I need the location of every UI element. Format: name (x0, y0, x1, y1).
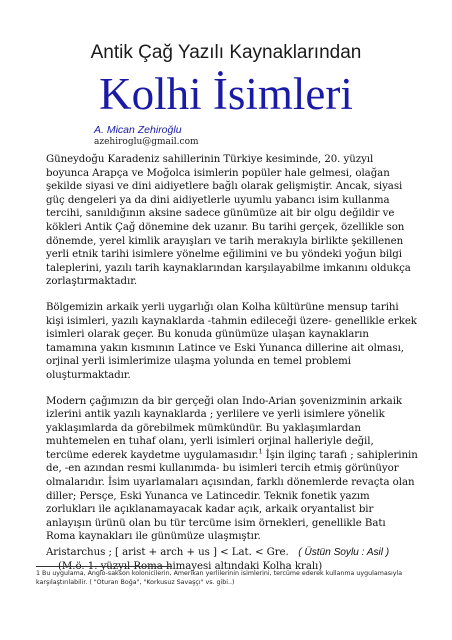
author-email: azehiroglu@gmail.com (94, 137, 199, 147)
document-title: Kolhi İsimleri (99, 69, 353, 119)
document-subtitle: Antik Çağ Yazılı Kaynaklarından (90, 42, 362, 63)
etymology-formula: Aristarchus ; [ arist + arch + us ] < Lat. < Gre. (46, 547, 289, 559)
article-body (46, 153, 418, 573)
author-name: A. Mican Zehiroğlu (94, 124, 182, 136)
paragraph-2: Bölgemizin arkaik yerli uygarlığı olan Kolha kültürüne mensup tarihi kişi isimleri, yazılı kaynaklarda -tahmin edileceği üzere- genellikle erkek isimleri olarak geçer. Bu konuda günümüze ulaşan kaynakların tamamına yakın kısmının Latince ve Eski Yunanca dillerine ait olması, orjinal yerli isimlerimize ulaşma yolunda en temel problemi oluşturmaktadır. (46, 301, 417, 381)
paragraph-3-text-a: Modern çağımızın da bir gerçeği olan Indo-Arian şovenizminin arkaik izlerini antik yazılı kaynaklarda ; yerlilere ve yerli isimlere yönelik yaklaşımlarda da görebilmek mümkündür. Bu yaklaşımlardan muhtemelen en tuhaf olanı, yerli isimleri orjinal halleriyle değil, tercüme ederek kaydetme uygulamasıdır. (46, 395, 403, 461)
paragraph-3-text-b: İşin ilginç tarafı ; sahiplerinin de, -en azından resmi kullanımda- bu isimleri tercih etmiş görünüyor olmalarıdır. İsim uyarlamaları açısından, farklı dönemlerde revaçta olan diller; Persçe, Eski Yunanca ve Latincedir. Teknik fonetik yazım zorlukları ile açıklanamayacak kadar açık, arkaik oryantalist bir anlayışın ürünü olan bu tür tercüme isim örnekleri, genellikle Batı Roma kaynakları ile günümüze ulaşmıştır. (46, 449, 418, 543)
etymology-gloss: ( Üstün Soylu : Asil ) (298, 547, 390, 559)
paragraph-3 (46, 395, 418, 545)
footnote-1: 1 Bu uygulama, Anglo-sakson kolonicilerin, Amerikan yerlilerinin isimlerini, tercüme ederek kullanma uygulamasıyla karşılaştırılabilir. ( "Oturan Boğa", "Korkusuz Savaşçı" vs. gibi..) (36, 570, 403, 586)
footnote-marker: 1 (258, 447, 263, 456)
footnote-divider (36, 566, 172, 567)
paragraph-1: Güneydoğu Karadeniz sahillerinin Türkiye kesiminde, 20. yüzyıl boyunca Arapça ve Moğolca isimlerin popüler hale gelmesi, olağan şekilde siyasi ve dini aidiyetlere bağlı olarak gelişmiştir. Ancak, siyasi güç dengeleri ya da dini aidiyetlerle uyumlu yabancı isim kullanma tercihi, sanıldığının aksine sadece günümüze ait bir olgu değildir ve kökleri Antik Çağ dönemine dek uzanır. Bu tarihi gerçek, özellikle son dönemde, yerel kimlik arayışları ve tarih merakıyla birlikte şekillenen yerli etnik tarihi isimlere yönelme eğilimini ve bu yöndeki yoğun bilgi taleplerini, yazılı tarih kaynaklarından karşılayabilme imkanını oldukça zorlaştırmaktadır. (46, 154, 411, 288)
etymology-note: (M.ö. 1. yüzyıl Roma himayesi altındaki Kolha kralı) (58, 560, 323, 572)
name-etymology (46, 546, 418, 560)
